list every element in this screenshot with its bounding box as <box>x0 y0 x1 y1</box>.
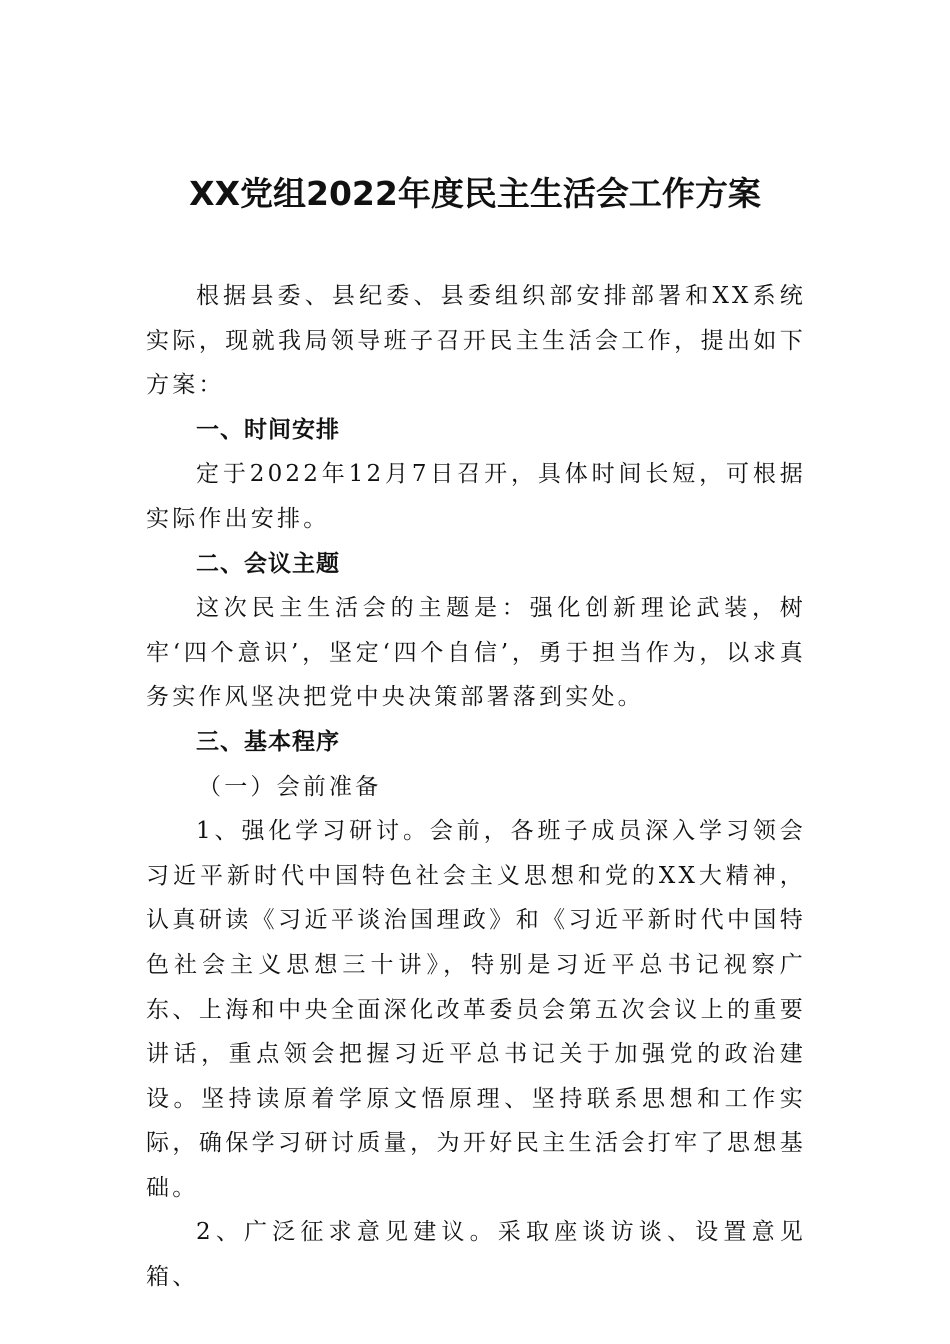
item-opinions-paragraph: 2、广泛征求意见建议。采取座谈访谈、设置意见箱、 <box>146 1219 806 1291</box>
section-heading-theme: 二、会议主题 <box>196 550 340 577</box>
intro-paragraph: 根据县委、县纪委、县委组织部安排部署和XX系统实际，现就我局领导班子召开民主生活会工作，提出如下方案： <box>146 283 806 399</box>
section-heading-procedure: 三、基本程序 <box>196 728 340 755</box>
section-text-theme: 这次民主生活会的主题是：强化创新理论武装，树牢‘四个意识’，坚定‘四个自信’，勇于担当作为，以求真务实作风坚决把党中央决策部署落到实处。 <box>146 595 806 711</box>
section-heading-time: 一、时间安排 <box>196 416 340 443</box>
document-title: XX党组2022年度民主生活会工作方案 <box>189 174 761 213</box>
item-study-paragraph: 1、强化学习研讨。会前，各班子成员深入学习领会习近平新时代中国特色社会主义思想和党的XX大精神，认真研读《习近平谈治国理政》和《习近平新时代中国特色社会主义思想三十讲》，特别是习近平总书记视察广东、上海和中央全面深化改革委员会第五次会议上的重要讲话，重点领会把握习近平总书记关于加强党的政治建设。坚持读原着学原文悟原理、坚持联系思想和工作实际，确保学习研讨质量，为开好民主生活会打牢了思想基础。 <box>146 818 806 1201</box>
section-text-time: 定于2022年12月7日召开，具体时间长短，可根据实际作出安排。 <box>146 461 806 532</box>
document-body <box>146 274 806 1300</box>
subsection-heading-preparation: （一）会前准备 <box>198 773 382 800</box>
